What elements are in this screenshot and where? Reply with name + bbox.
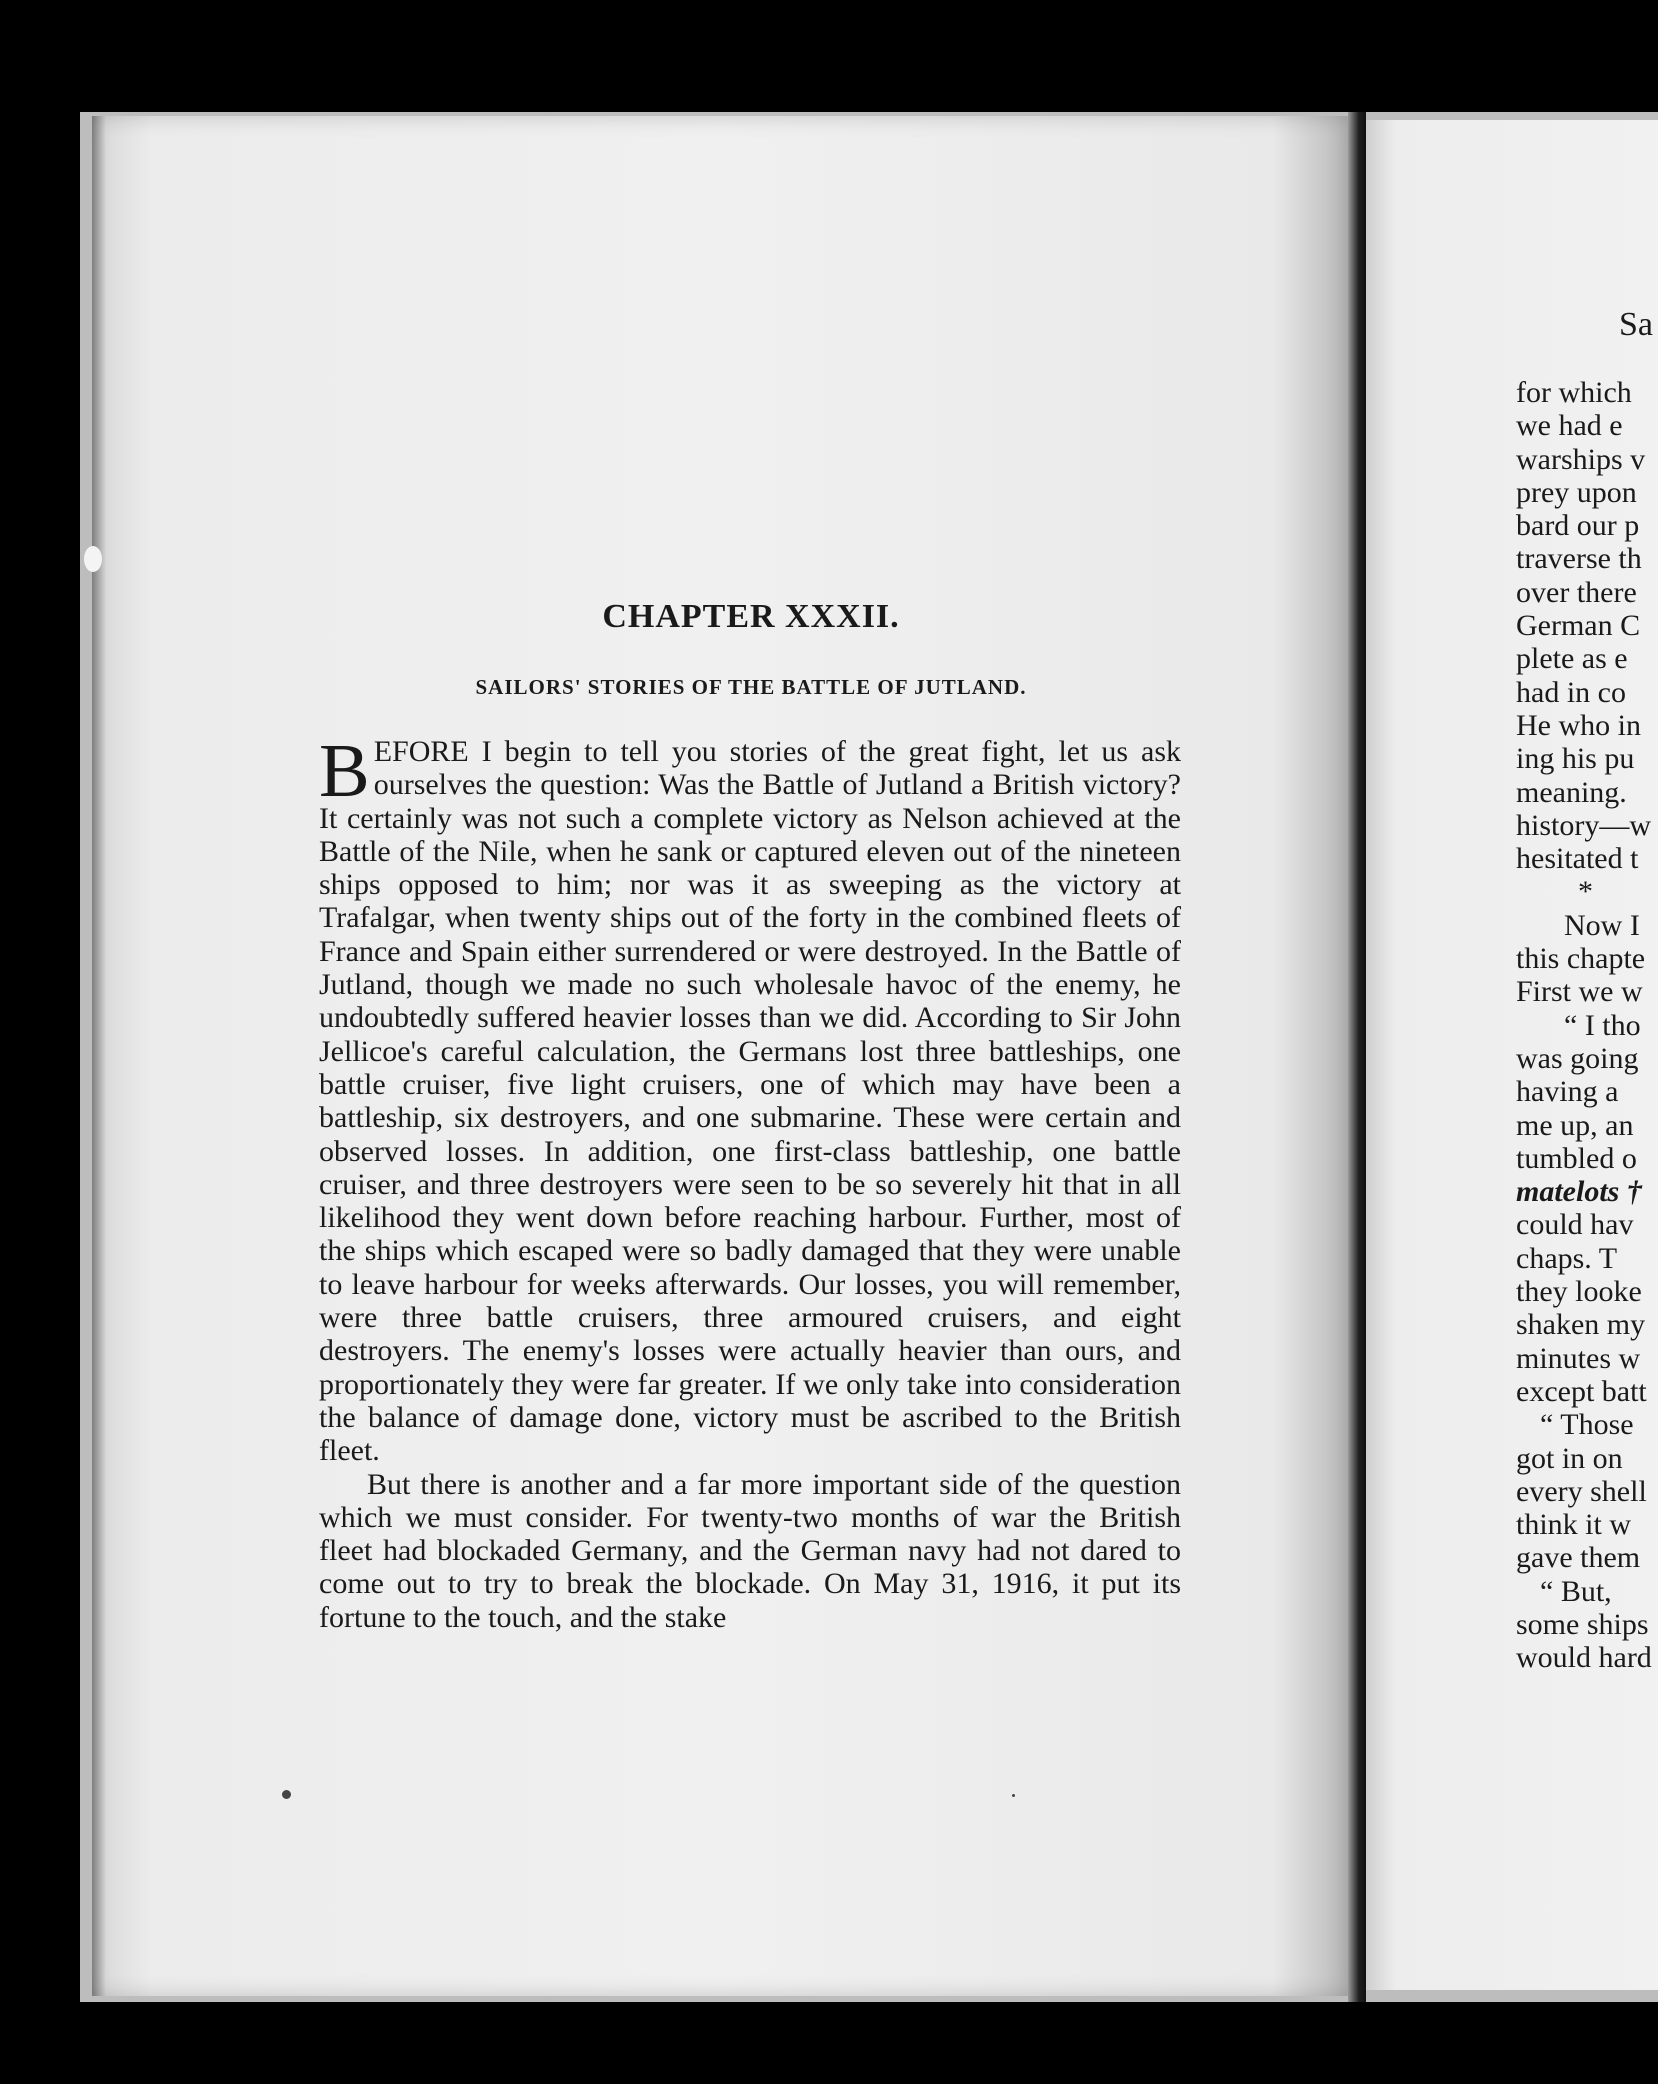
paragraph-1 bbox=[319, 729, 1181, 1468]
text-line: prey upon bbox=[1516, 475, 1637, 509]
text-line: me up, an bbox=[1516, 1108, 1634, 1142]
text-line: “ Those bbox=[1540, 1408, 1634, 1442]
text-line: warships v bbox=[1516, 442, 1646, 476]
text-line: hesitated t bbox=[1516, 842, 1639, 876]
text-line: think it w bbox=[1516, 1508, 1632, 1542]
text-line: had in co bbox=[1516, 675, 1626, 709]
page-blemish bbox=[84, 546, 102, 572]
chapter-subtitle: SAILORS' STORIES OF THE BATTLE OF JUTLAND. bbox=[475, 675, 1027, 699]
text-line: for which bbox=[1516, 376, 1632, 409]
text-line: “ I tho bbox=[1564, 1008, 1641, 1042]
page-blemish bbox=[1012, 1794, 1015, 1797]
text-line: meaning. bbox=[1516, 775, 1627, 809]
running-header: Sa bbox=[1619, 306, 1653, 343]
page-blemish bbox=[282, 1790, 291, 1799]
paragraph-2: But there is another and a far more important side of the question which we must consider. For twenty-two months of war the British fleet had blockaded Germany, and the German navy had not dared to come out to try to break the blockade. On May 31, 1916, it put its fortune to the touch, and the stake bbox=[319, 1467, 1181, 1634]
text-line: He who in bbox=[1516, 708, 1641, 742]
text-line: got in on bbox=[1516, 1441, 1623, 1475]
text-line: tumbled o bbox=[1516, 1141, 1637, 1175]
text-line: minutes w bbox=[1516, 1341, 1641, 1375]
section-separator: * bbox=[1578, 875, 1593, 909]
chapter-title: CHAPTER XXXII. bbox=[602, 598, 900, 635]
right-page-text bbox=[1516, 376, 1658, 1675]
text-line: ing his pu bbox=[1516, 742, 1635, 776]
text-line: over there bbox=[1516, 575, 1637, 609]
text-line: First we w bbox=[1516, 975, 1643, 1009]
text-line: having a bbox=[1516, 1075, 1619, 1109]
book-gutter bbox=[1348, 112, 1366, 2002]
right-page bbox=[1366, 120, 1658, 1990]
text-line: could hav bbox=[1516, 1208, 1634, 1242]
text-line: this chapte bbox=[1516, 942, 1646, 976]
text-line: German C bbox=[1516, 609, 1641, 643]
text-line: they looke bbox=[1516, 1275, 1642, 1309]
text-line: “ But, bbox=[1540, 1574, 1612, 1608]
text-line: some ships bbox=[1516, 1607, 1649, 1641]
text-line: chaps. T bbox=[1516, 1241, 1618, 1275]
text-line: matelots † bbox=[1516, 1175, 1642, 1209]
text-line: would hard bbox=[1516, 1641, 1652, 1675]
paragraph-1-text: EFORE I begin to tell you stories of the great fight, let us ask ourselves the question: Was the Battle of Jutland a British victory? It certainly was not such a complete victory as Nelson achieved at the Battle of the Nile, when he sank or captured eleven out of the nineteen ships opposed to him; nor was it as sweeping as the victory at Trafalgar, when twenty ships out of the forty in the combined fleets of France and Spain either surrendered or were destroyed. In the Battle of Jutland, though we made no such wholesale havoc of the enemy, he undoubtedly suffered heavier losses than we did. According to Sir John Jellicoe's careful calculation, the Germans lost three battleships, one battle cruiser, five light cruisers, one of which may have been a battleship, six destroyers, and one submarine. These were certain and observed losses. In addition, one first-class battleship, one battle cruiser, and three destroyers were seen to be so severely hit that in all likelihood they went down before reaching harbour. Further, most of the ships which escaped were so badly damaged that they were unable to leave harbour for weeks afterwards. Our losses, you will remember, were three battle cruisers, three armoured cruisers, and eight destroyers. The enemy's losses were actually heavier than ours, and proportionately they were far greater. If we only take into consideration the balance of damage done, victory must be ascribed to the British fleet. bbox=[319, 735, 1181, 1468]
text-line: plete as e bbox=[1516, 642, 1628, 676]
text-line: history—w bbox=[1516, 808, 1651, 842]
text-line: shaken my bbox=[1516, 1308, 1646, 1342]
drop-cap: B bbox=[319, 729, 370, 813]
chapter-body bbox=[319, 729, 1181, 1634]
text-line: gave them bbox=[1516, 1541, 1641, 1575]
text-line: Now I bbox=[1564, 908, 1640, 942]
text-line: bard our p bbox=[1516, 509, 1640, 543]
text-line: every shell bbox=[1516, 1474, 1647, 1508]
text-line: we had e bbox=[1516, 409, 1623, 443]
text-line: was going bbox=[1516, 1041, 1639, 1075]
text-line: except batt bbox=[1516, 1374, 1647, 1408]
text-line: traverse th bbox=[1516, 542, 1642, 576]
